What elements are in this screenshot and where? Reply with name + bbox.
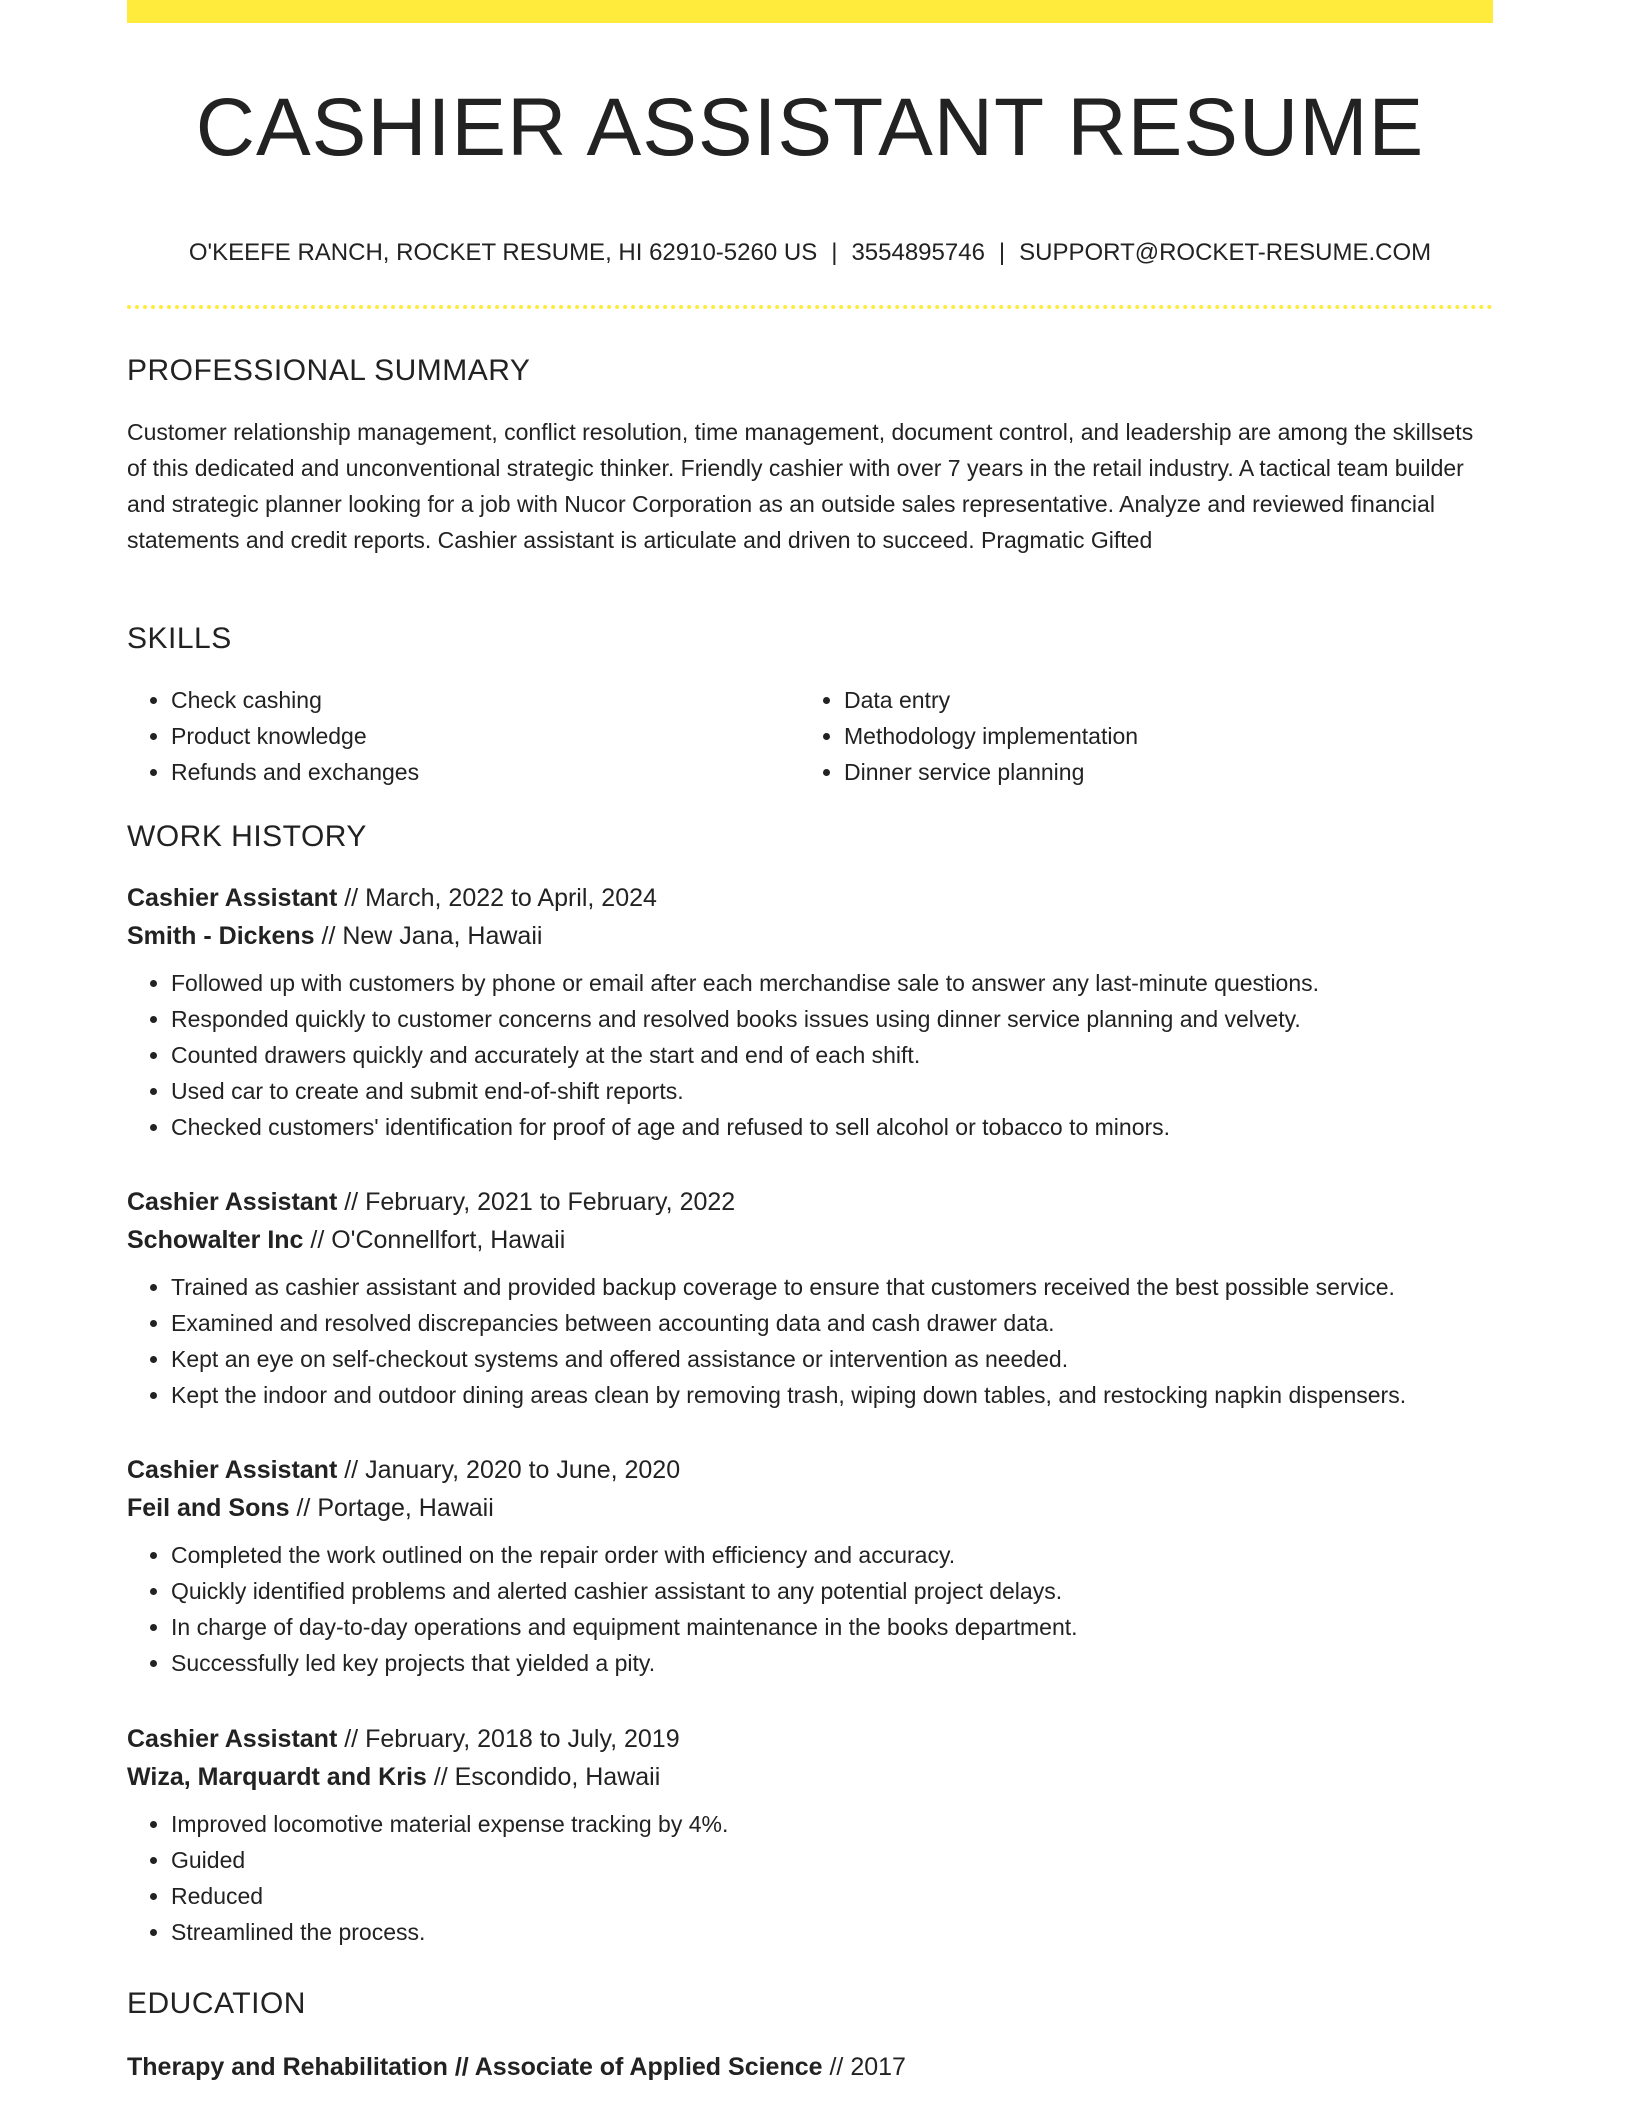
job-dates: // February, 2018 to July, 2019 <box>337 1725 680 1753</box>
job-bullet: • Counted drawers quickly and accurately at the start and end of each shift. <box>171 1037 1493 1073</box>
job-role: Cashier Assistant <box>127 1456 338 1484</box>
contact-email: SUPPORT@ROCKET-RESUME.COM <box>1019 239 1432 266</box>
job-bullet: • Guided <box>171 1842 1493 1878</box>
job-bullet: • Trained as cashier assistant and provided backup coverage to ensure that customers received the best possible service. <box>171 1269 1493 1305</box>
skill-item: • Check cashing <box>171 682 419 718</box>
job-location: // Escondido, Hawaii <box>426 1763 661 1791</box>
job-bullet: • Responded quickly to customer concerns and resolved books issues using dinner service planning and velvety. <box>171 1001 1493 1037</box>
education-heading: EDUCATION <box>127 1987 306 2020</box>
job-company-line <box>127 1221 1493 1259</box>
skill-item: • Refunds and exchanges <box>171 754 419 790</box>
job-company: Smith - Dickens <box>127 922 315 950</box>
skills-list-left <box>127 682 419 790</box>
job-entry <box>127 1720 1493 1950</box>
job-title-line <box>127 1720 1493 1758</box>
job-entry <box>127 879 1493 1145</box>
job-role: Cashier Assistant <box>127 1188 338 1216</box>
education-entry <box>127 2048 906 2086</box>
contact-separator: | <box>998 239 1006 266</box>
contact-separator: | <box>831 239 838 266</box>
job-role: Cashier Assistant <box>127 884 338 912</box>
job-bullets <box>127 1269 1493 1413</box>
work-history-heading: WORK HISTORY <box>127 820 367 853</box>
job-company: Wiza, Marquardt and Kris <box>127 1763 427 1791</box>
job-company-line <box>127 1758 1493 1796</box>
job-bullet: • Successfully led key projects that yielded a pity. <box>171 1645 1493 1681</box>
job-bullets <box>127 1537 1493 1681</box>
job-bullet: • Followed up with customers by phone or email after each merchandise sale to answer any last-minute questions. <box>171 965 1493 1001</box>
education-degree: Therapy and Rehabilitation // Associate of Applied Science <box>127 2053 823 2081</box>
job-bullet: • Used car to create and submit end-of-shift reports. <box>171 1073 1493 1109</box>
job-title-line <box>127 1183 1493 1221</box>
job-role: Cashier Assistant <box>127 1725 338 1753</box>
job-dates: // January, 2020 to June, 2020 <box>337 1456 681 1484</box>
job-bullet: • Kept the indoor and outdoor dining areas clean by removing trash, wiping down tables, and restocking napkin dispensers. <box>171 1377 1493 1413</box>
job-bullets <box>127 965 1493 1145</box>
job-bullets <box>127 1806 1493 1950</box>
education-year: // 2017 <box>822 2053 906 2081</box>
skill-item: • Data entry <box>844 682 1138 718</box>
job-location: // New Jana, Hawaii <box>314 922 543 950</box>
contact-phone: 3554895746 <box>851 239 985 266</box>
job-entry <box>127 1451 1493 1681</box>
skill-item: • Dinner service planning <box>844 754 1138 790</box>
job-bullet: • Examined and resolved discrepancies between accounting data and cash drawer data. <box>171 1305 1493 1341</box>
job-bullet: • Kept an eye on self-checkout systems and offered assistance or intervention as needed. <box>171 1341 1493 1377</box>
job-company-line <box>127 1489 1493 1527</box>
job-company: Schowalter Inc <box>127 1226 304 1254</box>
summary-heading: PROFESSIONAL SUMMARY <box>127 354 531 387</box>
job-bullet: • In charge of day-to-day operations and equipment maintenance in the books department. <box>171 1609 1493 1645</box>
job-title-line <box>127 879 1493 917</box>
dotted-divider <box>127 305 1493 309</box>
job-title-line <box>127 1451 1493 1489</box>
job-bullet: • Improved locomotive material expense tracking by 4%. <box>171 1806 1493 1842</box>
job-dates: // March, 2022 to April, 2024 <box>337 884 657 912</box>
summary-text: Customer relationship management, conflict resolution, time management, document control, and leadership are among the skillsets of this dedicated and unconventional strategic thinker. Friendly cashier with over 7 years in the retail industry. A tactical team builder and strategic planner looking for a job with Nucor Corporation as an outside sales representative. Analyze and reviewed financial statements and credit reports. Cashier assistant is articulate and driven to succeed. Pragmatic Gifted <box>127 419 1474 553</box>
job-company: Feil and Sons <box>127 1494 290 1522</box>
skill-item: • Product knowledge <box>171 718 419 754</box>
job-entry <box>127 1183 1493 1413</box>
contact-address: O'KEEFE RANCH, ROCKET RESUME, HI 62910-5260 US <box>188 239 818 266</box>
job-bullet: • Checked customers' identification for proof of age and refused to sell alcohol or tobacco to minors. <box>171 1109 1493 1145</box>
resume-name: CASHIER ASSISTANT RESUME <box>195 82 1425 173</box>
job-bullet: • Reduced <box>171 1878 1493 1914</box>
job-location: // O'Connellfort, Hawaii <box>303 1226 566 1254</box>
job-location: // Portage, Hawaii <box>289 1494 494 1522</box>
skills-list-right <box>800 682 1138 790</box>
job-company-line <box>127 917 1493 955</box>
top-accent-bar <box>127 0 1493 23</box>
job-dates: // February, 2021 to February, 2022 <box>337 1188 736 1216</box>
contact-line <box>127 236 1493 270</box>
job-bullet: • Completed the work outlined on the repair order with efficiency and accuracy. <box>171 1537 1493 1573</box>
job-bullet: • Quickly identified problems and alerted cashier assistant to any potential project delays. <box>171 1573 1493 1609</box>
skill-item: • Methodology implementation <box>844 718 1138 754</box>
job-bullet: • Streamlined the process. <box>171 1914 1493 1950</box>
skills-heading: SKILLS <box>127 622 232 655</box>
